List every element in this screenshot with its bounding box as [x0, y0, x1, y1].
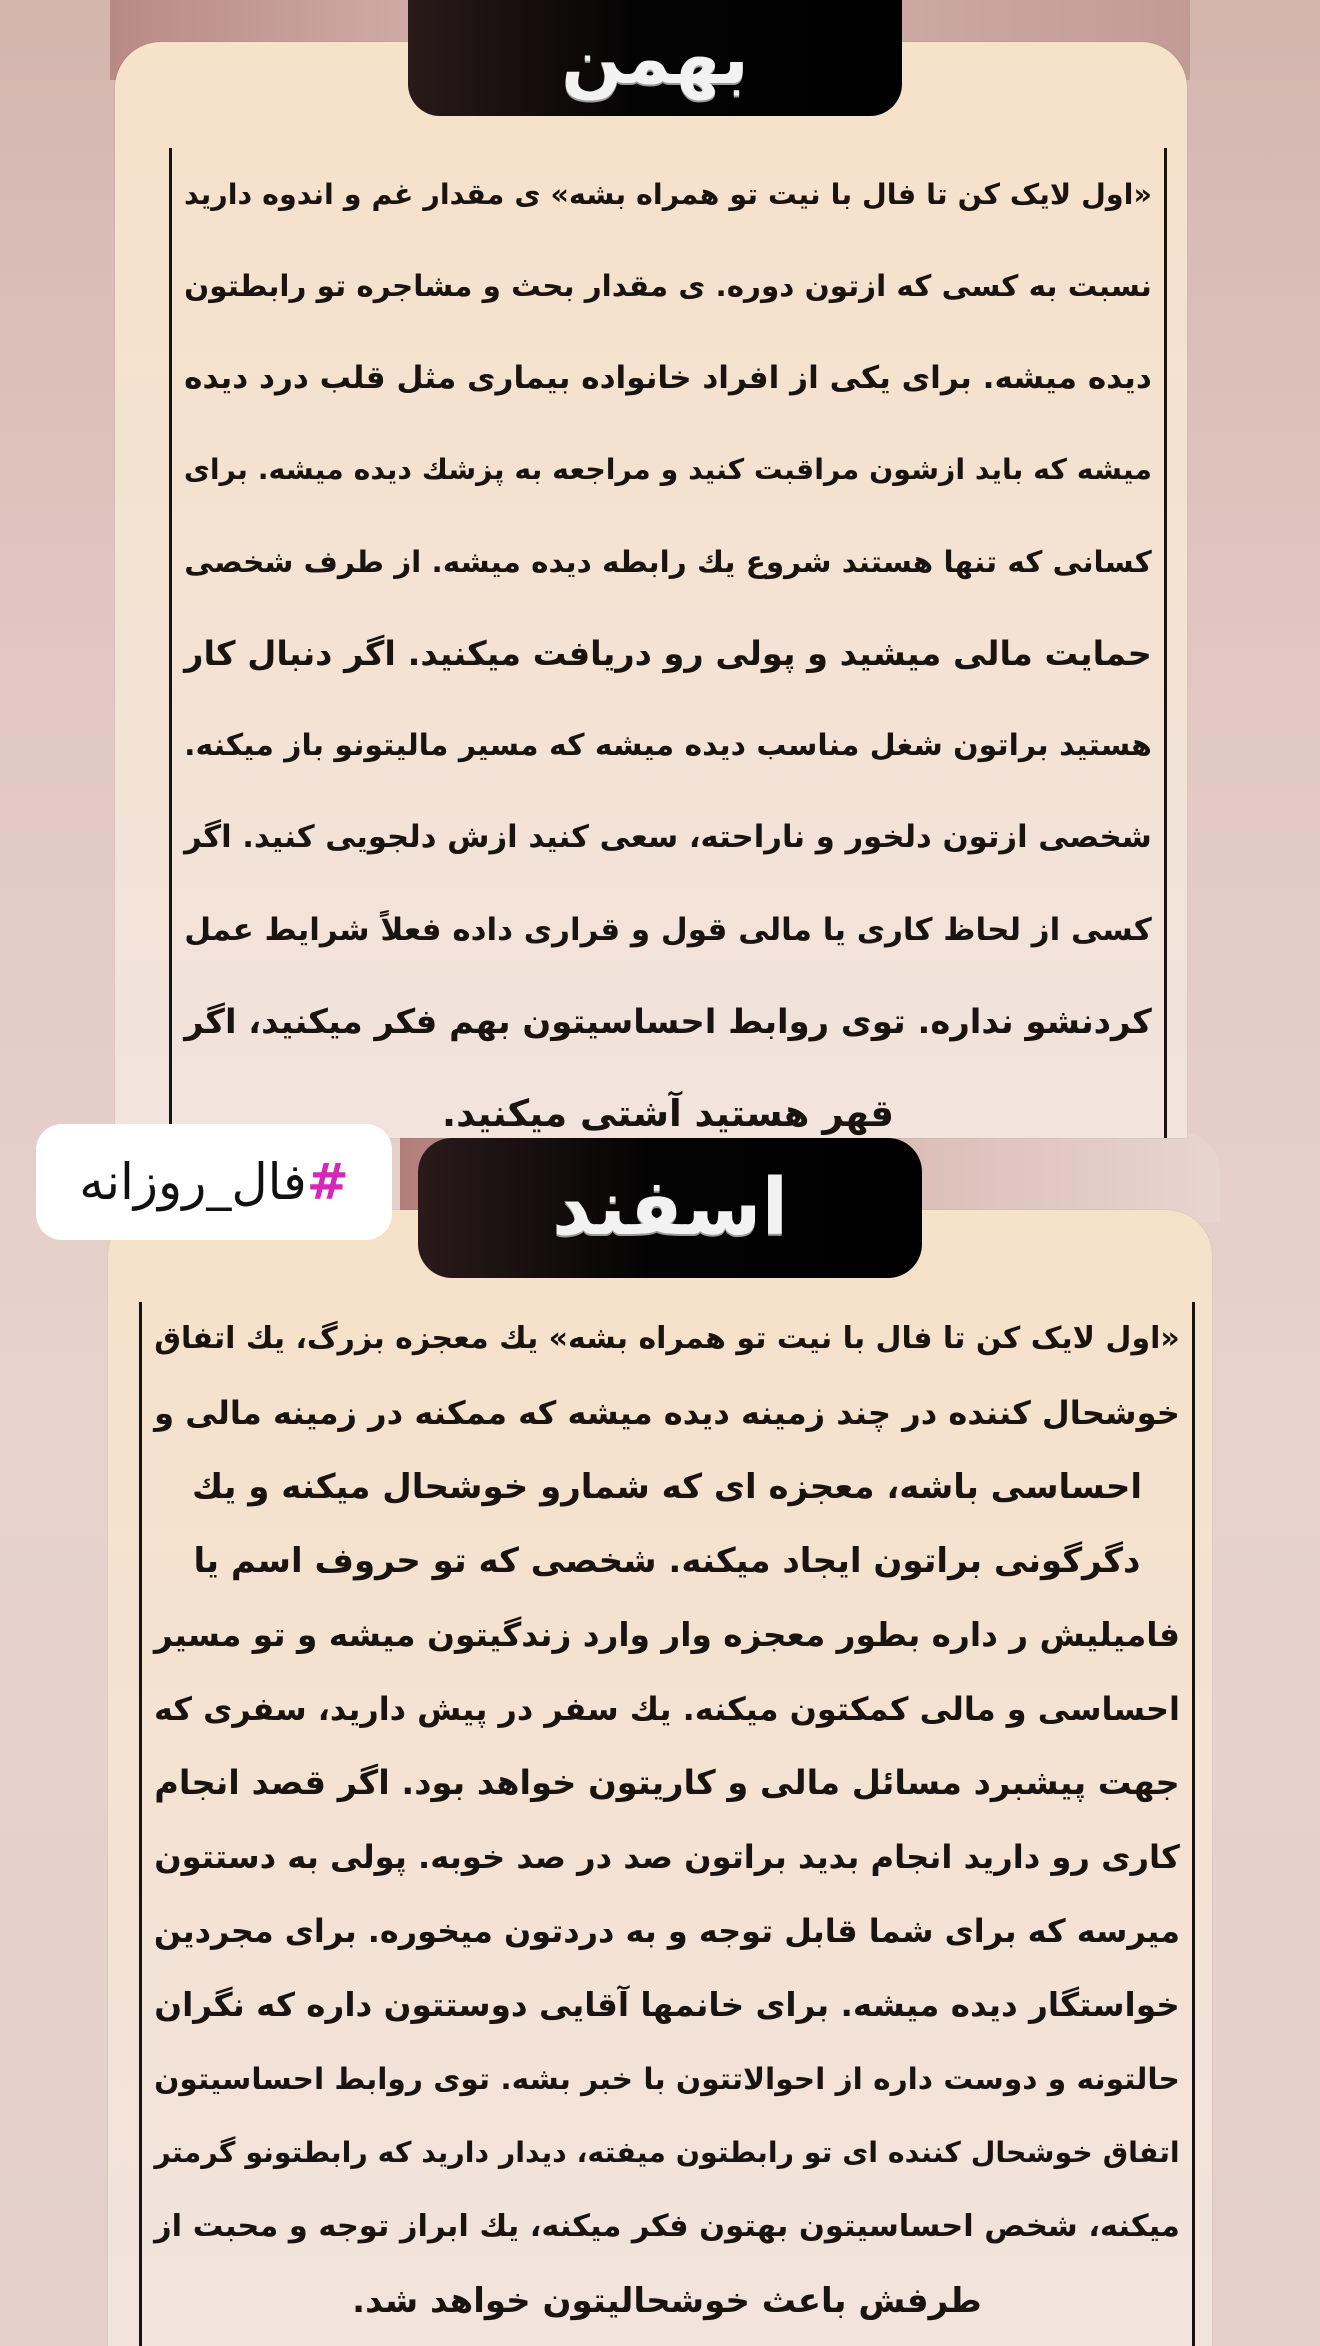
- text-line: کردنشو نداره. توی روابط احساسیتون بهم فکر میکنید، اگر: [184, 1002, 1152, 1041]
- text-line: کاری رو دارید انجام بدید براتون صد در صد خوبه. پولی به دستتون: [154, 1838, 1180, 1876]
- text-line: «اول لایک کن تا فال با نیت تو همراه بشه» یك معجزه بزرگ، یك اتفاق: [154, 1321, 1180, 1356]
- hashtag-text: فال_روزانه: [79, 1153, 307, 1211]
- hashtag-icon: #: [306, 1153, 349, 1211]
- section-title-text: اسفند: [551, 1163, 789, 1253]
- text-line: حالتونه و دوست داره از احوالاتتون با خبر بشه. توی روابط احساسیتون: [154, 2061, 1180, 2096]
- text-line: احساسی باشه، معجزه ای که شمارو خوشحال میکنه و یك: [191, 1467, 1143, 1507]
- hashtag-sticker[interactable]: [36, 1124, 392, 1240]
- text-line: دگرگونی براتون ایجاد میکنه. شخصی که تو حروف اسم یا: [193, 1541, 1141, 1581]
- text-line: «اول لایک کن تا فال با نیت تو همراه بشه» ی مقدار غم و اندوه دارید: [184, 177, 1152, 211]
- horoscope-text-esfand: [139, 1302, 1195, 2346]
- horoscope-text-bahman: [169, 148, 1167, 1138]
- text-line: اتفاق خوشحال کننده ای تو رابطتون میفته، دیدار دارید که رابطتونو گرمتر: [154, 2136, 1180, 2169]
- text-line: قهر هستید آشتی میکنید.: [442, 1092, 894, 1135]
- text-line: کسی از لحاظ کاری یا مالی قول و قراری داده فعلاً شرایط عمل: [184, 912, 1152, 948]
- text-line: احساسی و مالی کمکتون میکنه. یك سفر در پیش دارید، سفری که: [154, 1690, 1180, 1728]
- text-line: کسانی که تنها هستند شروع یك رابطه دیده میشه. از طرف شخصی: [184, 545, 1152, 579]
- text-line: میکنه، شخص احساسیتون بهتون فکر میکنه، یك ابراز توجه و محبت از: [154, 2209, 1180, 2244]
- text-line: جهت پیشبرد مسائل مالی و کاریتون خواهد بود. اگر قصد انجام: [154, 1763, 1180, 1802]
- text-line: طرفش باعث خوشحالیتون خواهد شد.: [352, 2281, 982, 2321]
- text-line: خواستگار دیده میشه. برای خانمها آقایی دوستتون داره که نگران: [154, 1986, 1180, 2024]
- section-title-esfand: [418, 1138, 922, 1278]
- text-line: فامیلیش ر داره بطور معجزه وار وارد زندگیتون میشه و تو مسیر: [154, 1616, 1180, 1654]
- text-line: شخصی ازتون دلخور و ناراحته، سعی کنید ازش دلجویی کنید. اگر: [184, 820, 1152, 855]
- text-line: نسبت به کسی که ازتون دوره. ی مقدار بحث و مشاجره تو رابطتون: [184, 269, 1152, 303]
- section-title-text: بهمن: [561, 16, 749, 100]
- text-line: میشه که باید ازشون مراقبت کنید و مراجعه به پزشك دیده میشه. برای: [183, 453, 1152, 486]
- section-title-bahman: [408, 0, 902, 116]
- text-line: دیده میشه. برای یکی از افراد خانواده بیماری مثل قلب درد دیده: [184, 360, 1152, 396]
- text-line: هستید براتون شغل مناسب دیده میشه که مسیر مالیتونو باز میکنه.: [184, 728, 1152, 763]
- text-line: خوشحال کننده در چند زمینه دیده میشه که ممکنه در زمینه مالی و: [154, 1394, 1180, 1432]
- text-line: میرسه که برای شما قابل توجه و به دردتون میخوره. برای مجردین: [153, 1912, 1181, 1950]
- text-line: حمایت مالی میشید و پولی رو دریافت میکنید. اگر دنبال کار: [184, 634, 1152, 673]
